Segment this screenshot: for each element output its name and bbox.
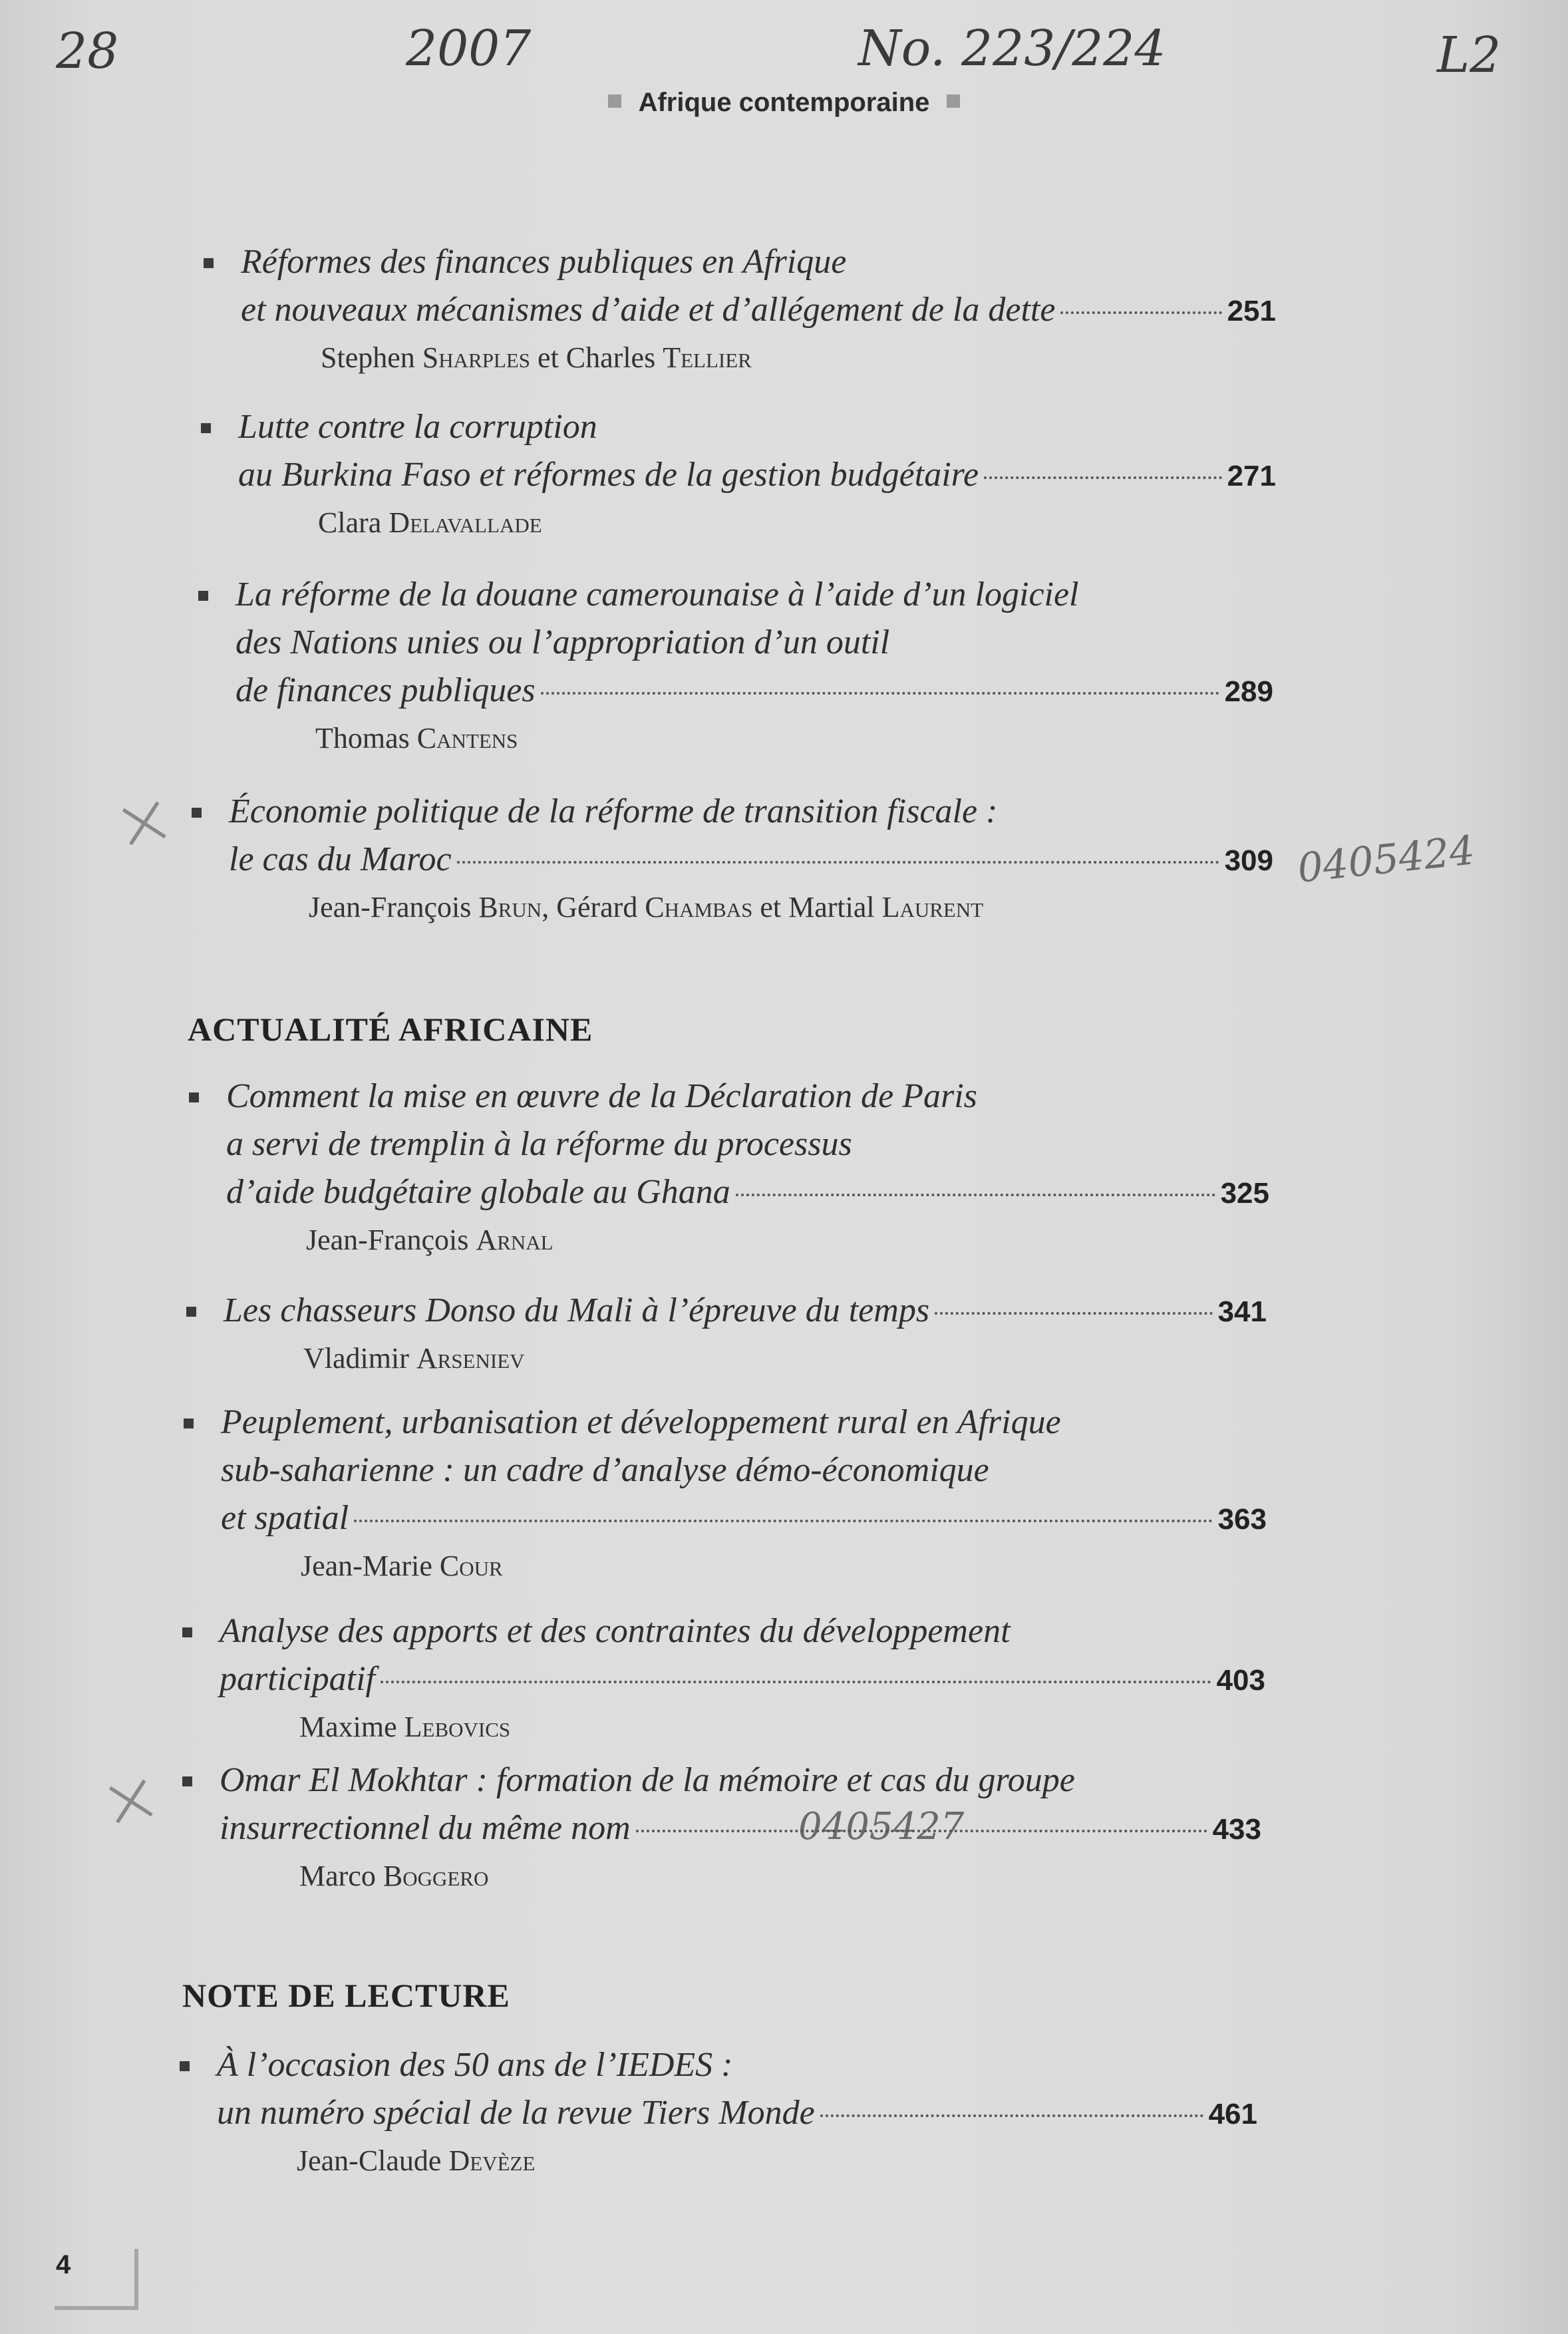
entry-title-line: Comment la mise en œuvre de la Déclaration de Paris bbox=[226, 1077, 977, 1115]
page-number-ref: 433 bbox=[1212, 1813, 1261, 1846]
entry-title-row bbox=[220, 1655, 1265, 1705]
dot-leader bbox=[457, 861, 1219, 864]
entry-title-line: Analyse des apports et des contraintes du développement bbox=[220, 1612, 1011, 1650]
toc-entry bbox=[235, 571, 1273, 755]
author-name-part: et Martial bbox=[752, 891, 882, 923]
entry-title-row bbox=[229, 836, 1273, 885]
dot-leader bbox=[736, 1194, 1215, 1196]
dot-leader bbox=[381, 1681, 1211, 1683]
square-ornament-icon bbox=[608, 94, 621, 108]
entry-title-row bbox=[220, 1804, 1261, 1854]
toc-entry bbox=[241, 238, 1276, 375]
author-name-part: Laurent bbox=[881, 891, 984, 923]
square-bullet-icon bbox=[189, 1092, 199, 1102]
square-ornament-icon bbox=[947, 94, 960, 108]
author-name-part: Thomas bbox=[315, 722, 417, 754]
entry-title-row bbox=[217, 2089, 1257, 2138]
author-name-part: Devèze bbox=[448, 2144, 536, 2177]
dot-leader bbox=[541, 692, 1219, 695]
entry-author bbox=[220, 1710, 1265, 1744]
entry-title-row bbox=[224, 1287, 1267, 1336]
square-bullet-icon bbox=[192, 808, 202, 818]
entry-title-line: Économie politique de la réforme de transition fiscale : bbox=[229, 792, 998, 830]
entry-title-line: insurrectionnel du même nom bbox=[220, 1809, 631, 1847]
entry-title-row bbox=[241, 286, 1276, 335]
author-name-part: Jean-François bbox=[306, 1224, 476, 1256]
entry-title-line: Lutte contre la corruption bbox=[238, 408, 597, 446]
section-title-note: NOTE DE LECTURE bbox=[182, 1977, 510, 2014]
entry-title-row bbox=[235, 667, 1273, 716]
author-name-part: Arnal bbox=[476, 1224, 553, 1256]
entry-title-row bbox=[226, 1168, 1269, 1218]
entry-author bbox=[229, 890, 1273, 924]
entry-title-line: d’aide budgétaire globale au Ghana bbox=[226, 1173, 730, 1211]
author-name-part: Jean-François bbox=[309, 891, 479, 923]
entry-author bbox=[238, 506, 1276, 540]
toc-entry bbox=[220, 1607, 1265, 1744]
entry-author bbox=[220, 1859, 1261, 1893]
author-name-part: et Charles bbox=[530, 341, 663, 374]
entry-title-line: sub-saharienne : un cadre d’analyse démo-économique bbox=[221, 1451, 989, 1489]
entry-title-line: Les chasseurs Donso du Mali à l’épreuve du temps bbox=[224, 1291, 930, 1329]
handwritten-code: 0405424 bbox=[1295, 827, 1478, 892]
dot-leader bbox=[636, 1830, 1207, 1832]
entry-title-line: Peuplement, urbanisation et développement rural en Afrique bbox=[221, 1403, 1061, 1441]
author-name-part: Stephen bbox=[321, 341, 422, 374]
square-bullet-icon bbox=[182, 1776, 192, 1786]
pencil-cross-mark: ⨯ bbox=[104, 772, 183, 870]
toc-entry bbox=[217, 2041, 1257, 2178]
entry-title-line: participatif bbox=[220, 1660, 375, 1698]
entry-title-row bbox=[221, 1494, 1267, 1544]
author-name-part: Boggero bbox=[383, 1860, 489, 1892]
entry-title-line: un numéro spécial de la revue Tiers Monde bbox=[217, 2094, 815, 2132]
dot-leader bbox=[354, 1520, 1212, 1522]
page-number-ref: 325 bbox=[1220, 1177, 1269, 1210]
author-name-part: Jean-Marie bbox=[301, 1550, 440, 1582]
page-number-ref: 461 bbox=[1208, 2098, 1257, 2130]
author-name-part: Delavallade bbox=[389, 506, 542, 539]
dot-leader bbox=[984, 476, 1222, 479]
entry-title-line: des Nations unies ou l’appropriation d’un outil bbox=[235, 623, 890, 661]
author-name-part: Sharples bbox=[422, 341, 531, 374]
toc-entry bbox=[238, 403, 1276, 540]
entry-author bbox=[221, 1549, 1267, 1583]
page-number-ref: 289 bbox=[1224, 675, 1273, 708]
page-number-ref: 251 bbox=[1227, 295, 1276, 327]
author-name-part: , Gérard bbox=[542, 891, 645, 923]
entry-title-line: au Burkina Faso et réformes de la gestion budgétaire bbox=[238, 456, 979, 494]
author-name-part: Maxime bbox=[299, 1711, 404, 1743]
entry-title-line: et spatial bbox=[221, 1499, 349, 1537]
author-name-part: Cantens bbox=[416, 722, 518, 754]
entry-title-line: a servi de tremplin à la réforme du processus bbox=[226, 1125, 852, 1163]
handwritten-issue: No. 223/224 bbox=[858, 20, 1166, 77]
toc-entry bbox=[221, 1399, 1267, 1583]
author-name-part: Jean-Claude bbox=[297, 2144, 449, 2177]
pencil-cross-mark: ⨯ bbox=[91, 1750, 170, 1848]
author-name-part: Chambas bbox=[645, 891, 753, 923]
square-bullet-icon bbox=[201, 423, 211, 433]
entry-title-line: le cas du Maroc bbox=[229, 840, 452, 878]
author-name-part: Clara bbox=[318, 506, 389, 539]
page-number-ref: 341 bbox=[1217, 1295, 1267, 1328]
entry-title-line: À l’occasion des 50 ans de l’IEDES : bbox=[217, 2046, 733, 2084]
author-name-part: Cour bbox=[439, 1550, 503, 1582]
section-title-actualite: ACTUALITÉ AFRICAINE bbox=[188, 1011, 593, 1048]
page-number-ref: 271 bbox=[1227, 460, 1276, 492]
entry-author bbox=[241, 341, 1276, 375]
author-name-part: Tellier bbox=[663, 341, 752, 374]
square-bullet-icon bbox=[182, 1627, 192, 1637]
entry-title-line: La réforme de la douane camerounaise à l’aide d’un logiciel bbox=[235, 576, 1079, 613]
handwritten-number: 28 bbox=[56, 23, 119, 80]
toc-entry bbox=[220, 1756, 1261, 1893]
entry-title-line: et nouveaux mécanismes d’aide et d’allégement de la dette bbox=[241, 291, 1056, 329]
author-name-part: Brun bbox=[478, 891, 542, 923]
page-number: 4 bbox=[56, 2250, 71, 2279]
entry-author bbox=[235, 721, 1273, 755]
page-number-ref: 363 bbox=[1217, 1503, 1267, 1536]
entry-author bbox=[226, 1223, 1269, 1257]
toc-entry bbox=[226, 1073, 1269, 1257]
corner-rule bbox=[55, 2306, 137, 2310]
dot-leader bbox=[1060, 311, 1221, 314]
running-header bbox=[0, 88, 1568, 118]
handwritten-corner-mark: L2 bbox=[1437, 27, 1501, 84]
entry-author bbox=[217, 2144, 1257, 2178]
author-name-part: Lebovics bbox=[404, 1711, 511, 1743]
square-bullet-icon bbox=[198, 591, 208, 601]
journal-title: Afrique contemporaine bbox=[638, 88, 930, 117]
author-name-part: Arseniev bbox=[416, 1342, 525, 1375]
square-bullet-icon bbox=[204, 258, 214, 268]
square-bullet-icon bbox=[184, 1418, 194, 1428]
page-number-ref: 403 bbox=[1216, 1664, 1265, 1697]
corner-rule bbox=[134, 2249, 138, 2310]
dot-leader bbox=[820, 2114, 1203, 2117]
handwritten-year: 2007 bbox=[406, 20, 532, 77]
entry-title-line: Omar El Mokhtar : formation de la mémoire et cas du groupe bbox=[220, 1761, 1075, 1799]
entry-author bbox=[224, 1341, 1267, 1375]
author-name-part: Marco bbox=[299, 1860, 383, 1892]
author-name-part: Vladimir bbox=[303, 1342, 416, 1375]
handwritten-code: 0405427 bbox=[798, 1805, 965, 1848]
dot-leader bbox=[935, 1312, 1213, 1315]
square-bullet-icon bbox=[180, 2061, 190, 2071]
toc-entry bbox=[224, 1287, 1267, 1375]
square-bullet-icon bbox=[186, 1307, 196, 1317]
entry-title-line: de finances publiques bbox=[235, 671, 536, 709]
toc-entry bbox=[229, 788, 1273, 924]
entry-title-row bbox=[238, 451, 1276, 500]
page-number-ref: 309 bbox=[1224, 844, 1273, 877]
entry-title-line: Réformes des finances publiques en Afrique bbox=[241, 243, 847, 281]
